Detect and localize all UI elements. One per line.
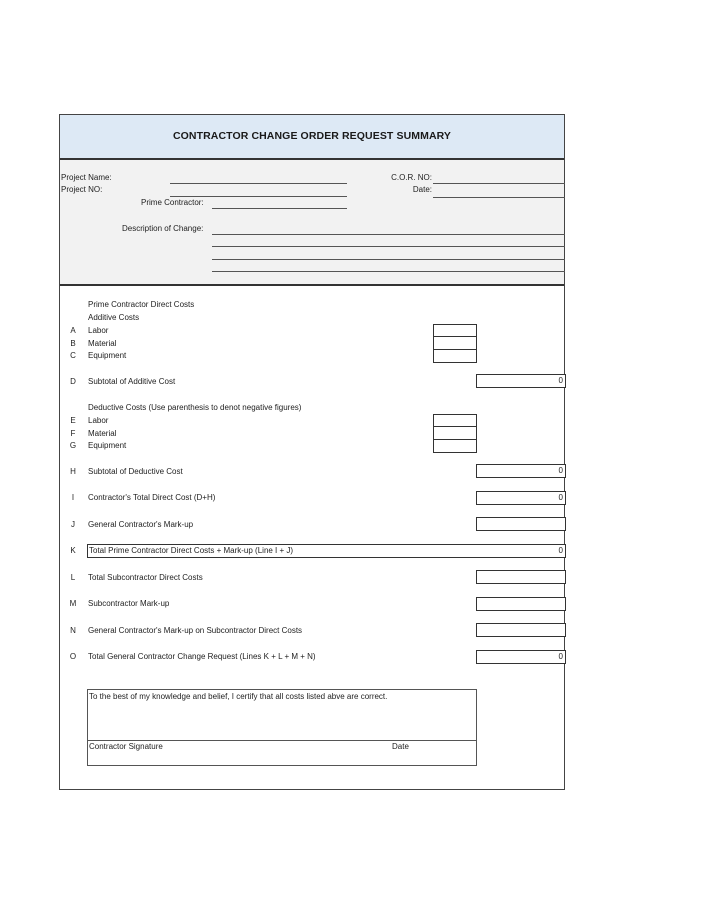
- additive-heading: Additive Costs: [88, 313, 140, 322]
- row-letter: L: [70, 573, 76, 582]
- deductive-equipment-label: Equipment: [88, 441, 127, 450]
- total-gc-request-label: Total General Contractor Change Request (Lines K + L + M + N): [88, 652, 316, 661]
- additive-material-input[interactable]: [433, 336, 477, 350]
- deductive-material-label: Material: [88, 429, 117, 438]
- row-letter: O: [69, 652, 77, 661]
- additive-equipment-input[interactable]: [433, 349, 477, 363]
- description-line-4[interactable]: [212, 271, 565, 272]
- total-direct-cost-label: Contractor's Total Direct Cost (D+H): [88, 493, 216, 502]
- deductive-equipment-input[interactable]: [433, 439, 477, 453]
- total-direct-cost-value[interactable]: 0: [476, 491, 566, 505]
- row-letter: K: [70, 546, 76, 555]
- row-letter: C: [70, 351, 76, 360]
- project-name-field[interactable]: [170, 183, 347, 184]
- row-letter: H: [70, 467, 76, 476]
- header-section: [60, 160, 564, 286]
- additive-labor-label: Labor: [88, 326, 109, 335]
- prime-contractor-field[interactable]: [212, 208, 347, 209]
- row-letter: J: [71, 520, 75, 529]
- row-letter: F: [70, 429, 76, 438]
- description-line-2[interactable]: [212, 246, 565, 247]
- direct-costs-heading: Prime Contractor Direct Costs: [88, 300, 195, 309]
- signature-label: Contractor Signature: [89, 742, 163, 751]
- subtotal-additive-value[interactable]: 0: [476, 374, 566, 388]
- project-no-field[interactable]: [170, 196, 347, 197]
- total-prime-value: 0: [558, 546, 563, 555]
- subtotal-deductive-label: Subtotal of Deductive Cost: [88, 467, 183, 476]
- row-letter: N: [70, 626, 76, 635]
- sub-markup-label: Subcontractor Mark-up: [88, 599, 170, 608]
- row-letter: D: [70, 377, 76, 386]
- total-prime-label: Total Prime Contractor Direct Costs + Mark-up (Line I + J): [89, 546, 294, 555]
- prime-contractor-label: Prime Contractor:: [141, 198, 204, 207]
- gc-markup-value[interactable]: [476, 517, 566, 531]
- total-sub-direct-value[interactable]: [476, 570, 566, 584]
- project-no-label: Project NO:: [61, 185, 103, 194]
- change-order-form: [59, 114, 565, 790]
- gc-markup-sub-label: General Contractor's Mark-up on Subcontractor Direct Costs: [88, 626, 303, 635]
- additive-equipment-label: Equipment: [88, 351, 127, 360]
- row-letter: B: [70, 339, 76, 348]
- certification-box: [87, 689, 477, 766]
- signature-date-label: Date: [392, 742, 409, 751]
- project-name-label: Project Name:: [61, 173, 112, 182]
- deductive-heading: Deductive Costs (Use parenthesis to denot negative figures): [88, 403, 302, 412]
- signature-divider: [88, 740, 476, 741]
- row-letter: A: [70, 326, 76, 335]
- description-line-1[interactable]: [212, 234, 565, 235]
- date-label: Date:: [412, 185, 432, 194]
- cor-no-label: C.O.R. NO:: [391, 173, 432, 182]
- total-gc-request-value[interactable]: 0: [476, 650, 566, 664]
- sub-markup-value[interactable]: [476, 597, 566, 611]
- row-letter: G: [69, 441, 77, 450]
- gc-markup-label: General Contractor's Mark-up: [88, 520, 194, 529]
- row-letter: I: [71, 493, 75, 502]
- description-line-3[interactable]: [212, 259, 565, 260]
- deductive-material-input[interactable]: [433, 426, 477, 440]
- gc-markup-sub-value[interactable]: [476, 623, 566, 637]
- additive-material-label: Material: [88, 339, 117, 348]
- signature-field[interactable]: [88, 752, 476, 765]
- description-label: Description of Change:: [122, 224, 204, 233]
- cor-no-field[interactable]: [433, 183, 565, 184]
- subtotal-additive-label: Subtotal of Additive Cost: [88, 377, 176, 386]
- date-field[interactable]: [433, 197, 565, 198]
- form-title: CONTRACTOR CHANGE ORDER REQUEST SUMMARY: [172, 130, 452, 142]
- subtotal-deductive-value[interactable]: 0: [476, 464, 566, 478]
- deductive-labor-label: Labor: [88, 416, 109, 425]
- total-prime-row[interactable]: [87, 544, 566, 558]
- certification-statement: To the best of my knowledge and belief, I certify that all costs listed abve are correct.: [89, 692, 388, 701]
- row-letter: M: [69, 599, 77, 608]
- row-letter: E: [70, 416, 76, 425]
- total-sub-direct-label: Total Subcontractor Direct Costs: [88, 573, 203, 582]
